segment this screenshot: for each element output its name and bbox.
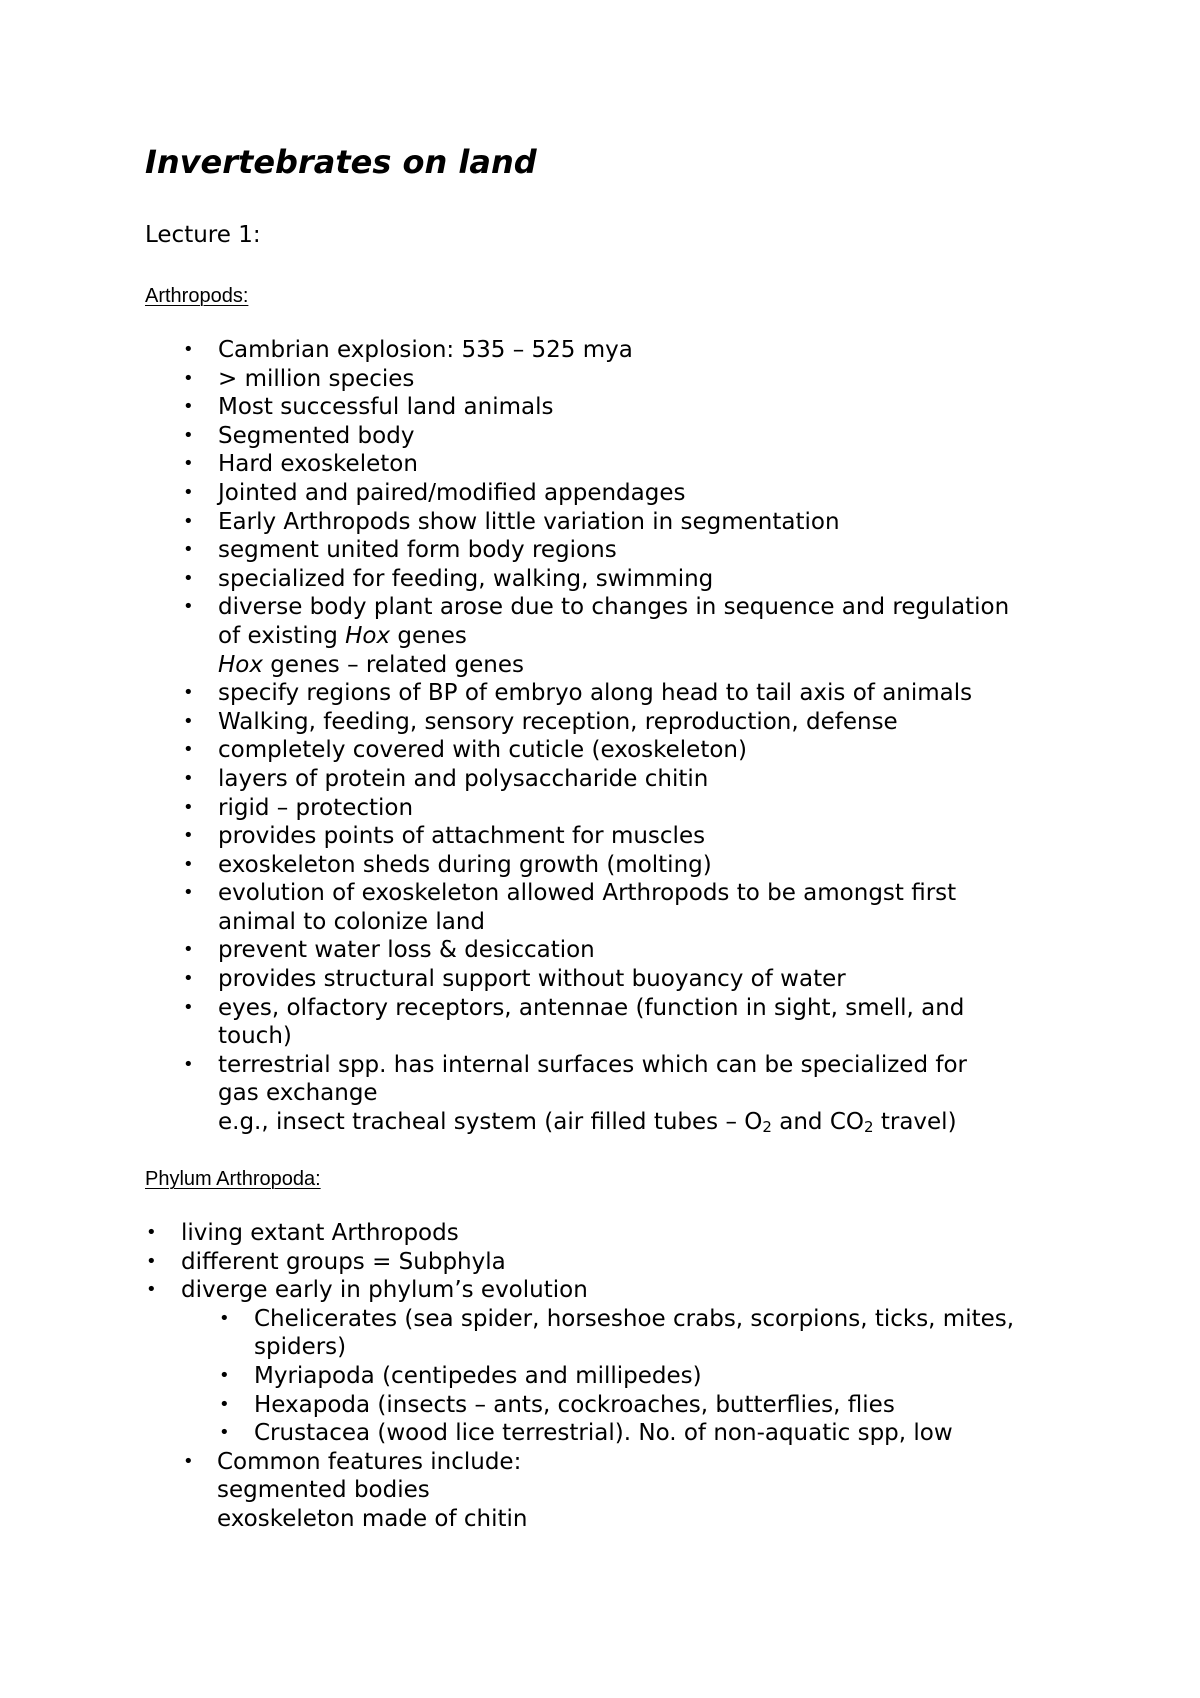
list-item — [145, 879, 1125, 936]
list-item-line: • provides points of attachment for muscles — [218, 823, 706, 850]
list-item-line: • provides structural support without buoyancy of water — [218, 966, 846, 993]
list-item-line: • Early Arthropods show little variation in segmentation — [218, 508, 840, 535]
list-item-line: • diverse body plant arose due to changes in sequence and regulation — [218, 594, 1010, 621]
list-item — [108, 1305, 1128, 1362]
section-heading-arthropods: Arthropods: — [145, 285, 249, 307]
list-item-line: • exoskeleton sheds during growth (molting) — [218, 851, 712, 878]
arthropods-bullet-list — [145, 336, 1125, 1137]
list-item-line: • specialized for feeding, walking, swimming — [218, 565, 714, 592]
list-item — [145, 736, 1125, 765]
list-item — [145, 851, 1125, 880]
list-item — [145, 765, 1125, 794]
list-item-line: • layers of protein and polysaccharide chitin — [218, 765, 709, 792]
list-item-line: exoskeleton made of chitin — [217, 1505, 528, 1532]
list-item-line: • Cambrian explosion: 535 – 525 mya — [218, 337, 633, 363]
list-item-line: • Hexapoda (insects – ants, cockroaches, butterflies, flies — [254, 1391, 895, 1418]
list-item-line: • Common features include: — [217, 1448, 522, 1475]
list-item — [145, 393, 1125, 422]
list-item-line: of existing Hox genes — [218, 622, 467, 649]
list-item — [145, 565, 1125, 594]
list-item-line: spiders) — [254, 1334, 347, 1361]
list-item-line: • specify regions of BP of embryo along head to tail axis of animals — [218, 680, 973, 707]
list-item-line: • rigid – protection — [218, 794, 414, 821]
list-item — [145, 450, 1125, 479]
list-item — [145, 794, 1125, 823]
list-item-line: • Jointed and paired/modified appendages — [218, 479, 686, 506]
list-item-line: • Walking, feeding, sensory reception, reproduction, defense — [218, 708, 898, 735]
list-item-line: animal to colonize land — [218, 908, 486, 935]
list-item-line: • Most successful land animals — [218, 394, 554, 421]
list-item-line: • diverge early in phylum’s evolution — [181, 1277, 588, 1304]
list-item — [108, 1448, 1128, 1534]
list-item — [108, 1219, 1128, 1248]
list-item-line: Hox genes – related genes — [218, 651, 525, 678]
list-item-line: • > million species — [218, 365, 415, 392]
section-heading-phylum-arthropoda: Phylum Arthropoda: — [145, 1168, 321, 1190]
list-item — [145, 365, 1125, 394]
list-item — [108, 1248, 1128, 1277]
list-item — [145, 479, 1125, 508]
document-title: Invertebrates on land — [145, 143, 537, 181]
list-item — [145, 708, 1125, 737]
list-item — [145, 822, 1125, 851]
list-item — [108, 1419, 1128, 1448]
list-item-line: • different groups = Subphyla — [181, 1248, 506, 1275]
list-item-line: • living extant Arthropods — [181, 1220, 459, 1246]
list-item-line: e.g., insect tracheal system (air filled tubes – $O_2$ and $CO_2$ travel) — [218, 1109, 957, 1137]
list-item — [145, 422, 1125, 451]
list-item-line: • eyes, olfactory receptors, antennae (function in sight, smell, and — [218, 994, 965, 1021]
list-item-line: • Hard exoskeleton — [218, 451, 418, 478]
list-item-line: • Segmented body — [218, 422, 415, 449]
list-item-line: • Crustacea (wood lice terrestrial). No. of non-aquatic spp, low — [254, 1420, 953, 1447]
list-item — [108, 1362, 1128, 1391]
list-item-line: • Myriapoda (centipedes and millipedes) — [254, 1362, 702, 1389]
list-item — [145, 536, 1125, 565]
list-item — [145, 936, 1125, 965]
list-item — [145, 508, 1125, 537]
list-item — [145, 965, 1125, 994]
list-item-line: • prevent water loss & desiccation — [218, 937, 595, 964]
list-item-line: • Chelicerates (sea spider, horseshoe crabs, scorpions, ticks, mites, — [254, 1305, 1015, 1332]
lecture-label: Lecture 1: — [145, 222, 261, 248]
list-item-line: • segment united form body regions — [218, 537, 617, 564]
phylum-arthropoda-bullet-list — [108, 1219, 1128, 1534]
list-item — [145, 336, 1125, 365]
list-item — [145, 994, 1125, 1051]
list-item-line: • completely covered with cuticle (exoskeleton) — [218, 737, 747, 764]
list-item-line: touch) — [218, 1023, 292, 1050]
list-item — [145, 1051, 1125, 1137]
list-item-line: segmented bodies — [217, 1477, 430, 1504]
list-item — [145, 679, 1125, 708]
list-item-line: • terrestrial spp. has internal surfaces which can be specialized for — [218, 1051, 967, 1078]
list-item-line: • evolution of exoskeleton allowed Arthropods to be amongst first — [218, 880, 957, 907]
list-item — [108, 1391, 1128, 1420]
list-item — [145, 593, 1125, 679]
list-item-line: gas exchange — [218, 1080, 378, 1107]
list-item — [108, 1276, 1128, 1305]
